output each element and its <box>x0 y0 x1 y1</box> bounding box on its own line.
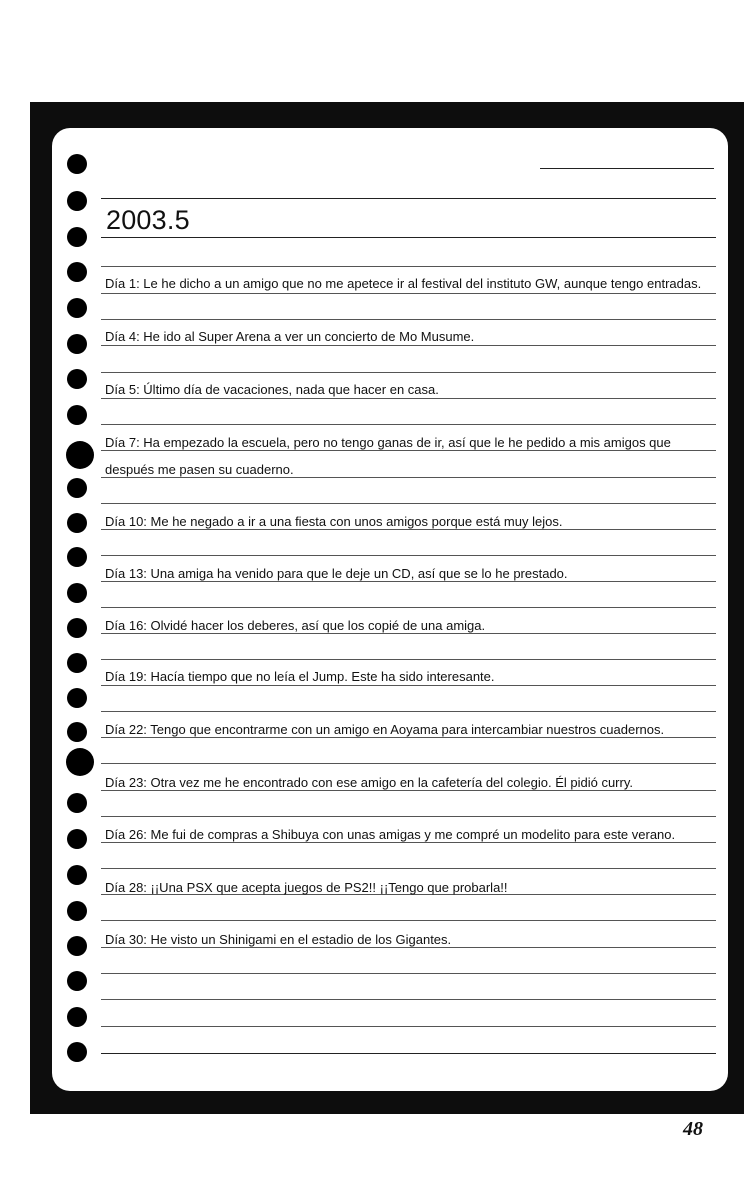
binder-hole <box>67 583 87 603</box>
ruled-line <box>101 816 716 817</box>
ruled-line <box>101 999 716 1000</box>
binder-hole <box>67 829 87 849</box>
binder-hole <box>67 154 87 174</box>
binder-hole <box>67 405 87 425</box>
ruled-line <box>101 1026 716 1027</box>
diary-entry: Día 28: ¡¡Una PSX que acepta juegos de PS2!! ¡¡Tengo que probarla!! <box>105 880 508 895</box>
date-line <box>540 168 714 169</box>
diary-entry: Día 7: Ha empezado la escuela, pero no tengo ganas de ir, así que le he pedido a mis amigos que <box>105 435 671 450</box>
ruled-line <box>101 973 716 974</box>
binder-hole <box>67 1007 87 1027</box>
ruled-line <box>101 266 716 267</box>
diary-entry: Día 10: Me he negado a ir a una fiesta con unos amigos porque está muy lejos. <box>105 514 563 529</box>
ruled-line <box>101 198 716 199</box>
binder-hole <box>67 793 87 813</box>
binder-hole <box>67 971 87 991</box>
binder-hole <box>67 369 87 389</box>
ruled-line <box>101 763 716 764</box>
binder-hole <box>67 1042 87 1062</box>
page-number: 48 <box>683 1118 703 1140</box>
ruled-line <box>101 319 716 320</box>
diary-entry: Día 13: Una amiga ha venido para que le deje un CD, así que se lo he prestado. <box>105 566 568 581</box>
binder-hole <box>67 298 87 318</box>
binder-hole <box>67 262 87 282</box>
diary-entry: Día 26: Me fui de compras a Shibuya con unas amigas y me compré un modelito para este verano. <box>105 827 676 842</box>
ruled-line <box>101 920 716 921</box>
binder-hole <box>66 748 94 776</box>
diary-entry: Día 19: Hacía tiempo que no leía el Jump. Este ha sido interesante. <box>105 669 495 684</box>
diary-entry: Día 1: Le he dicho a un amigo que no me apetece ir al festival del instituto GW, aunque tengo entradas. <box>105 276 702 291</box>
binder-hole <box>67 722 87 742</box>
ruled-line <box>101 607 716 608</box>
ruled-line <box>101 711 716 712</box>
ruled-line <box>101 372 716 373</box>
ruled-line <box>101 424 716 425</box>
binder-hole <box>67 334 87 354</box>
binder-hole <box>67 688 87 708</box>
ruled-line <box>101 237 716 238</box>
diary-entry: Día 4: He ido al Super Arena a ver un concierto de Mo Musume. <box>105 329 475 344</box>
binder-hole <box>67 191 87 211</box>
ruled-line <box>101 868 716 869</box>
ruled-line <box>101 503 716 504</box>
ruled-line <box>101 555 716 556</box>
binder-hole <box>67 547 87 567</box>
binder-hole <box>67 901 87 921</box>
binder-hole <box>67 227 87 247</box>
diary-entry: Día 23: Otra vez me he encontrado con ese amigo en la cafetería del colegio. Él pidió curry. <box>105 775 633 790</box>
ruled-line <box>101 659 716 660</box>
binder-hole <box>67 618 87 638</box>
diary-title: 2003.5 <box>106 205 190 235</box>
binder-hole <box>66 441 94 469</box>
binder-hole <box>67 865 87 885</box>
binder-hole <box>67 513 87 533</box>
ruled-line <box>101 1053 716 1054</box>
diary-entry: Día 30: He visto un Shinigami en el estadio de los Gigantes. <box>105 932 452 947</box>
diary-entry: Día 16: Olvidé hacer los deberes, así que los copié de una amiga. <box>105 618 486 633</box>
binder-hole <box>67 653 87 673</box>
diary-entry: Día 5: Último día de vacaciones, nada que hacer en casa. <box>105 382 439 397</box>
diary-entry: Día 22: Tengo que encontrarme con un amigo en Aoyama para intercambiar nuestros cuadernos. <box>105 722 665 737</box>
binder-hole <box>67 936 87 956</box>
binder-hole <box>67 478 87 498</box>
diary-entry-continued: después me pasen su cuaderno. <box>105 462 294 477</box>
